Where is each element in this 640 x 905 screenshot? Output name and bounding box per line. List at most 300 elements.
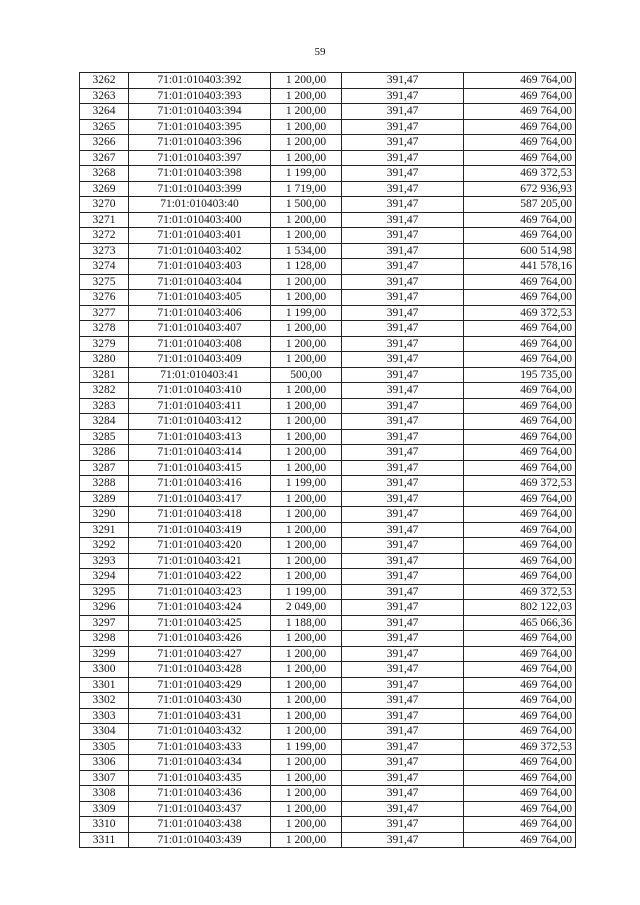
table-row (80, 491, 576, 507)
rate-cell: 391,47 (342, 538, 464, 554)
row-number-cell: 3289 (80, 491, 129, 507)
cadastral-number-cell: 71:01:010403:429 (129, 677, 271, 693)
area-cell: 1 200,00 (271, 538, 342, 554)
area-cell: 1 199,00 (271, 584, 342, 600)
row-number-cell: 3282 (80, 383, 129, 399)
cadastral-number-cell: 71:01:010403:40 (129, 197, 271, 213)
cadastral-value-cell: 469 764,00 (464, 817, 576, 833)
area-cell: 1 199,00 (271, 166, 342, 182)
area-cell: 1 200,00 (271, 150, 342, 166)
cadastral-number-cell: 71:01:010403:410 (129, 383, 271, 399)
table-row (80, 832, 576, 848)
rate-cell: 391,47 (342, 770, 464, 786)
area-cell: 1 200,00 (271, 119, 342, 135)
table-row (80, 445, 576, 461)
cadastral-number-cell: 71:01:010403:403 (129, 259, 271, 275)
area-cell: 1 200,00 (271, 801, 342, 817)
cadastral-number-cell: 71:01:010403:415 (129, 460, 271, 476)
row-number-cell: 3268 (80, 166, 129, 182)
cadastral-value-cell: 469 764,00 (464, 88, 576, 104)
cadastral-number-cell: 71:01:010403:419 (129, 522, 271, 538)
table-row (80, 615, 576, 631)
area-cell: 1 200,00 (271, 429, 342, 445)
table-row (80, 228, 576, 244)
cadastral-number-cell: 71:01:010403:435 (129, 770, 271, 786)
row-number-cell: 3273 (80, 243, 129, 259)
cadastral-value-cell: 469 764,00 (464, 135, 576, 151)
cadastral-value-cell: 469 764,00 (464, 646, 576, 662)
area-cell: 500,00 (271, 367, 342, 383)
rate-cell: 391,47 (342, 755, 464, 771)
table-row (80, 274, 576, 290)
cadastral-number-cell: 71:01:010403:433 (129, 739, 271, 755)
rate-cell: 391,47 (342, 73, 464, 89)
cadastral-number-cell: 71:01:010403:402 (129, 243, 271, 259)
cadastral-value-cell: 469 764,00 (464, 398, 576, 414)
table-row (80, 553, 576, 569)
cadastral-value-cell: 469 764,00 (464, 212, 576, 228)
cadastral-value-cell: 469 764,00 (464, 104, 576, 120)
area-cell: 2 049,00 (271, 600, 342, 616)
cadastral-value-cell: 469 764,00 (464, 569, 576, 585)
cadastral-number-cell: 71:01:010403:437 (129, 801, 271, 817)
area-cell: 1 200,00 (271, 491, 342, 507)
area-cell: 1 200,00 (271, 336, 342, 352)
area-cell: 1 200,00 (271, 212, 342, 228)
table-row (80, 119, 576, 135)
rate-cell: 391,47 (342, 88, 464, 104)
table-row (80, 135, 576, 151)
row-number-cell: 3274 (80, 259, 129, 275)
area-cell: 1 200,00 (271, 522, 342, 538)
table-row (80, 817, 576, 833)
cadastral-number-cell: 71:01:010403:41 (129, 367, 271, 383)
row-number-cell: 3304 (80, 724, 129, 740)
row-number-cell: 3266 (80, 135, 129, 151)
table-row (80, 336, 576, 352)
rate-cell: 391,47 (342, 631, 464, 647)
cadastral-value-cell: 469 764,00 (464, 460, 576, 476)
row-number-cell: 3299 (80, 646, 129, 662)
cadastral-number-cell: 71:01:010403:421 (129, 553, 271, 569)
cadastral-number-cell: 71:01:010403:416 (129, 476, 271, 492)
table-row (80, 259, 576, 275)
table-row (80, 243, 576, 259)
cadastral-number-cell: 71:01:010403:424 (129, 600, 271, 616)
table-row (80, 321, 576, 337)
rate-cell: 391,47 (342, 321, 464, 337)
row-number-cell: 3296 (80, 600, 129, 616)
rate-cell: 391,47 (342, 336, 464, 352)
cadastral-number-cell: 71:01:010403:432 (129, 724, 271, 740)
cadastral-number-cell: 71:01:010403:399 (129, 181, 271, 197)
cadastral-value-cell: 469 764,00 (464, 73, 576, 89)
cadastral-value-cell: 469 764,00 (464, 290, 576, 306)
rate-cell: 391,47 (342, 662, 464, 678)
rate-cell: 391,47 (342, 259, 464, 275)
table-row (80, 739, 576, 755)
cadastral-value-cell: 469 764,00 (464, 693, 576, 709)
row-number-cell: 3290 (80, 507, 129, 523)
cadastral-value-cell: 469 372,53 (464, 739, 576, 755)
row-number-cell: 3309 (80, 801, 129, 817)
cadastral-value-cell: 469 764,00 (464, 429, 576, 445)
cadastral-number-cell: 71:01:010403:393 (129, 88, 271, 104)
rate-cell: 391,47 (342, 135, 464, 151)
row-number-cell: 3262 (80, 73, 129, 89)
area-cell: 1 200,00 (271, 352, 342, 368)
area-cell: 1 200,00 (271, 693, 342, 709)
area-cell: 1 199,00 (271, 305, 342, 321)
page-number: 59 (314, 46, 326, 58)
row-number-cell: 3263 (80, 88, 129, 104)
row-number-cell: 3267 (80, 150, 129, 166)
table-row (80, 290, 576, 306)
area-cell: 1 200,00 (271, 290, 342, 306)
table-row (80, 212, 576, 228)
cadastral-number-cell: 71:01:010403:397 (129, 150, 271, 166)
row-number-cell: 3297 (80, 615, 129, 631)
cadastral-value-cell: 469 764,00 (464, 445, 576, 461)
area-cell: 1 200,00 (271, 708, 342, 724)
rate-cell: 391,47 (342, 104, 464, 120)
table-row (80, 600, 576, 616)
rate-cell: 391,47 (342, 228, 464, 244)
area-cell: 1 200,00 (271, 228, 342, 244)
table-row (80, 460, 576, 476)
area-cell: 1 128,00 (271, 259, 342, 275)
rate-cell: 391,47 (342, 507, 464, 523)
table-row (80, 181, 576, 197)
row-number-cell: 3278 (80, 321, 129, 337)
table-row (80, 569, 576, 585)
row-number-cell: 3292 (80, 538, 129, 554)
table-row (80, 631, 576, 647)
cadastral-value-cell: 469 764,00 (464, 507, 576, 523)
cadastral-number-cell: 71:01:010403:411 (129, 398, 271, 414)
table-row (80, 383, 576, 399)
cadastral-number-cell: 71:01:010403:413 (129, 429, 271, 445)
cadastral-value-cell: 587 205,00 (464, 197, 576, 213)
cadastral-value-cell: 469 764,00 (464, 321, 576, 337)
rate-cell: 391,47 (342, 398, 464, 414)
area-cell: 1 200,00 (271, 817, 342, 833)
row-number-cell: 3298 (80, 631, 129, 647)
cadastral-number-cell: 71:01:010403:398 (129, 166, 271, 182)
row-number-cell: 3303 (80, 708, 129, 724)
cadastral-value-cell: 195 735,00 (464, 367, 576, 383)
cadastral-number-cell: 71:01:010403:439 (129, 832, 271, 848)
cadastral-number-cell: 71:01:010403:431 (129, 708, 271, 724)
cadastral-value-cell: 469 764,00 (464, 832, 576, 848)
table-row (80, 755, 576, 771)
table-row (80, 584, 576, 600)
rate-cell: 391,47 (342, 615, 464, 631)
cadastral-number-cell: 71:01:010403:427 (129, 646, 271, 662)
rate-cell: 391,47 (342, 801, 464, 817)
row-number-cell: 3280 (80, 352, 129, 368)
row-number-cell: 3270 (80, 197, 129, 213)
row-number-cell: 3294 (80, 569, 129, 585)
row-number-cell: 3302 (80, 693, 129, 709)
area-cell: 1 200,00 (271, 445, 342, 461)
cadastral-value-cell: 469 764,00 (464, 786, 576, 802)
rate-cell: 391,47 (342, 491, 464, 507)
cadastral-number-cell: 71:01:010403:400 (129, 212, 271, 228)
rate-cell: 391,47 (342, 119, 464, 135)
cadastral-value-cell: 469 764,00 (464, 724, 576, 740)
cadastral-number-cell: 71:01:010403:404 (129, 274, 271, 290)
cadastral-value-cell: 469 764,00 (464, 352, 576, 368)
cadastral-value-cell: 469 764,00 (464, 228, 576, 244)
row-number-cell: 3276 (80, 290, 129, 306)
area-cell: 1 188,00 (271, 615, 342, 631)
table-row (80, 476, 576, 492)
table-row (80, 88, 576, 104)
cadastral-number-cell: 71:01:010403:395 (129, 119, 271, 135)
cadastral-number-cell: 71:01:010403:422 (129, 569, 271, 585)
area-cell: 1 200,00 (271, 383, 342, 399)
rate-cell: 391,47 (342, 414, 464, 430)
rate-cell: 391,47 (342, 197, 464, 213)
cadastral-value-cell: 469 372,53 (464, 584, 576, 600)
cadastral-number-cell: 71:01:010403:405 (129, 290, 271, 306)
area-cell: 1 200,00 (271, 755, 342, 771)
row-number-cell: 3308 (80, 786, 129, 802)
rate-cell: 391,47 (342, 212, 464, 228)
area-cell: 1 200,00 (271, 460, 342, 476)
row-number-cell: 3269 (80, 181, 129, 197)
table-row (80, 414, 576, 430)
cadastral-number-cell: 71:01:010403:401 (129, 228, 271, 244)
cadastral-number-cell: 71:01:010403:417 (129, 491, 271, 507)
cadastral-value-cell: 465 066,36 (464, 615, 576, 631)
area-cell: 1 200,00 (271, 135, 342, 151)
row-number-cell: 3300 (80, 662, 129, 678)
rate-cell: 391,47 (342, 553, 464, 569)
row-number-cell: 3306 (80, 755, 129, 771)
rate-cell: 391,47 (342, 646, 464, 662)
row-number-cell: 3286 (80, 445, 129, 461)
rate-cell: 391,47 (342, 693, 464, 709)
table-row (80, 646, 576, 662)
rate-cell: 391,47 (342, 352, 464, 368)
area-cell: 1 200,00 (271, 631, 342, 647)
cadastral-value-cell: 469 764,00 (464, 274, 576, 290)
table-row (80, 429, 576, 445)
row-number-cell: 3310 (80, 817, 129, 833)
row-number-cell: 3264 (80, 104, 129, 120)
area-cell: 1 500,00 (271, 197, 342, 213)
table-row (80, 166, 576, 182)
rate-cell: 391,47 (342, 476, 464, 492)
area-cell: 1 200,00 (271, 414, 342, 430)
table-row (80, 677, 576, 693)
table-row (80, 367, 576, 383)
row-number-cell: 3291 (80, 522, 129, 538)
cadastral-value-cell: 441 578,16 (464, 259, 576, 275)
rate-cell: 391,47 (342, 584, 464, 600)
row-number-cell: 3272 (80, 228, 129, 244)
cadastral-value-cell: 469 764,00 (464, 770, 576, 786)
table-row (80, 352, 576, 368)
area-cell: 1 200,00 (271, 770, 342, 786)
table-row (80, 305, 576, 321)
row-number-cell: 3311 (80, 832, 129, 848)
rate-cell: 391,47 (342, 817, 464, 833)
rate-cell: 391,47 (342, 383, 464, 399)
table-row (80, 786, 576, 802)
cadastral-value-cell: 469 764,00 (464, 522, 576, 538)
cadastral-value-cell: 469 764,00 (464, 491, 576, 507)
cadastral-value-cell: 469 372,53 (464, 305, 576, 321)
rate-cell: 391,47 (342, 724, 464, 740)
area-cell: 1 199,00 (271, 476, 342, 492)
area-cell: 1 200,00 (271, 104, 342, 120)
cadastral-number-cell: 71:01:010403:418 (129, 507, 271, 523)
rate-cell: 391,47 (342, 708, 464, 724)
cadastral-number-cell: 71:01:010403:412 (129, 414, 271, 430)
cadastral-value-cell: 469 764,00 (464, 119, 576, 135)
cadastral-number-cell: 71:01:010403:406 (129, 305, 271, 321)
row-number-cell: 3281 (80, 367, 129, 383)
table-row (80, 507, 576, 523)
row-number-cell: 3301 (80, 677, 129, 693)
row-number-cell: 3283 (80, 398, 129, 414)
row-number-cell: 3265 (80, 119, 129, 135)
rate-cell: 391,47 (342, 290, 464, 306)
table-row (80, 662, 576, 678)
area-cell: 1 200,00 (271, 507, 342, 523)
cadastral-value-cell: 469 764,00 (464, 336, 576, 352)
area-cell: 1 200,00 (271, 569, 342, 585)
cadastral-value-cell: 469 372,53 (464, 476, 576, 492)
cadastral-value-cell: 469 764,00 (464, 631, 576, 647)
rate-cell: 391,47 (342, 786, 464, 802)
cadastral-value-cell: 469 764,00 (464, 538, 576, 554)
row-number-cell: 3293 (80, 553, 129, 569)
table-row (80, 150, 576, 166)
cadastral-number-cell: 71:01:010403:428 (129, 662, 271, 678)
row-number-cell: 3277 (80, 305, 129, 321)
table-row (80, 693, 576, 709)
area-cell: 1 200,00 (271, 321, 342, 337)
cadastral-number-cell: 71:01:010403:394 (129, 104, 271, 120)
area-cell: 1 200,00 (271, 398, 342, 414)
cadastral-number-cell: 71:01:010403:436 (129, 786, 271, 802)
rate-cell: 391,47 (342, 181, 464, 197)
cadastral-number-cell: 71:01:010403:409 (129, 352, 271, 368)
table-row (80, 104, 576, 120)
rate-cell: 391,47 (342, 522, 464, 538)
cadastral-number-cell: 71:01:010403:438 (129, 817, 271, 833)
cadastral-number-cell: 71:01:010403:414 (129, 445, 271, 461)
row-number-cell: 3305 (80, 739, 129, 755)
table-row (80, 522, 576, 538)
cadastral-value-cell: 469 764,00 (464, 414, 576, 430)
row-number-cell: 3284 (80, 414, 129, 430)
table-row (80, 538, 576, 554)
cadastral-number-cell: 71:01:010403:426 (129, 631, 271, 647)
rate-cell: 391,47 (342, 305, 464, 321)
cadastral-value-cell: 469 764,00 (464, 662, 576, 678)
cadastral-value-cell: 469 764,00 (464, 801, 576, 817)
cadastral-number-cell: 71:01:010403:423 (129, 584, 271, 600)
rate-cell: 391,47 (342, 274, 464, 290)
row-number-cell: 3307 (80, 770, 129, 786)
area-cell: 1 200,00 (271, 73, 342, 89)
row-number-cell: 3288 (80, 476, 129, 492)
row-number-cell: 3279 (80, 336, 129, 352)
table-row (80, 197, 576, 213)
cadastral-value-cell: 469 764,00 (464, 383, 576, 399)
cadastral-number-cell: 71:01:010403:392 (129, 73, 271, 89)
area-cell: 1 200,00 (271, 786, 342, 802)
cadastral-value-cell: 469 764,00 (464, 708, 576, 724)
cadastral-value-cell: 469 764,00 (464, 677, 576, 693)
rate-cell: 391,47 (342, 429, 464, 445)
rate-cell: 391,47 (342, 445, 464, 461)
area-cell: 1 534,00 (271, 243, 342, 259)
rate-cell: 391,47 (342, 243, 464, 259)
cadastral-number-cell: 71:01:010403:434 (129, 755, 271, 771)
row-number-cell: 3287 (80, 460, 129, 476)
cadastral-value-cell: 469 764,00 (464, 553, 576, 569)
area-cell: 1 200,00 (271, 646, 342, 662)
cadastral-number-cell: 71:01:010403:425 (129, 615, 271, 631)
table-body (80, 73, 576, 848)
area-cell: 1 199,00 (271, 739, 342, 755)
cadastral-number-cell: 71:01:010403:420 (129, 538, 271, 554)
area-cell: 1 200,00 (271, 724, 342, 740)
rate-cell: 391,47 (342, 460, 464, 476)
rate-cell: 391,47 (342, 367, 464, 383)
cadastral-value-cell: 469 372,53 (464, 166, 576, 182)
cadastral-value-table (79, 72, 576, 848)
cadastral-value-cell: 600 514,98 (464, 243, 576, 259)
table-row (80, 708, 576, 724)
row-number-cell: 3285 (80, 429, 129, 445)
cadastral-value-cell: 802 122,03 (464, 600, 576, 616)
cadastral-number-cell: 71:01:010403:408 (129, 336, 271, 352)
area-cell: 1 200,00 (271, 677, 342, 693)
cadastral-value-cell: 469 764,00 (464, 755, 576, 771)
row-number-cell: 3271 (80, 212, 129, 228)
rate-cell: 391,47 (342, 569, 464, 585)
cadastral-number-cell: 71:01:010403:407 (129, 321, 271, 337)
cadastral-value-cell: 469 764,00 (464, 150, 576, 166)
rate-cell: 391,47 (342, 832, 464, 848)
rate-cell: 391,47 (342, 166, 464, 182)
area-cell: 1 200,00 (271, 274, 342, 290)
area-cell: 1 719,00 (271, 181, 342, 197)
rate-cell: 391,47 (342, 150, 464, 166)
row-number-cell: 3295 (80, 584, 129, 600)
row-number-cell: 3275 (80, 274, 129, 290)
rate-cell: 391,47 (342, 677, 464, 693)
area-cell: 1 200,00 (271, 553, 342, 569)
area-cell: 1 200,00 (271, 832, 342, 848)
table-row (80, 73, 576, 89)
area-cell: 1 200,00 (271, 88, 342, 104)
cadastral-value-cell: 672 936,93 (464, 181, 576, 197)
table-row (80, 801, 576, 817)
cadastral-number-cell: 71:01:010403:430 (129, 693, 271, 709)
table-row (80, 398, 576, 414)
rate-cell: 391,47 (342, 739, 464, 755)
cadastral-number-cell: 71:01:010403:396 (129, 135, 271, 151)
rate-cell: 391,47 (342, 600, 464, 616)
